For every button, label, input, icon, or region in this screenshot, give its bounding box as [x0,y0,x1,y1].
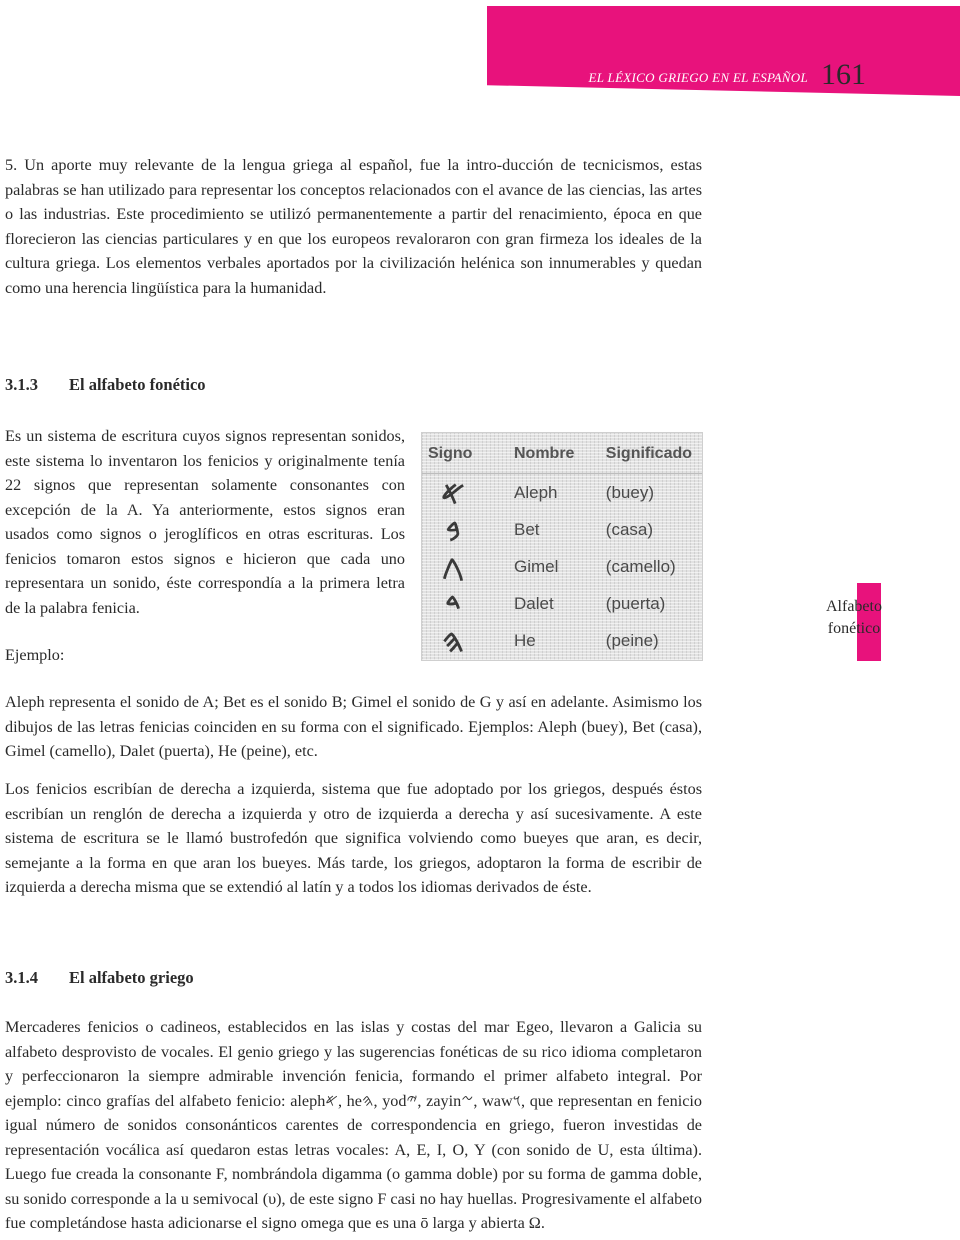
table-row [422,623,702,660]
section-title: El alfabeto fonético [69,375,206,394]
example-label: Ejemplo: [5,646,65,664]
intro-paragraph: 5. Un aporte muy relevante de la lengua griega al español, fue la intro-ducción de tecnicismos, estas palabras se han utilizado para representar los conceptos relacionados con el avance de las ciencias, las artes o las industrias. Este procedimiento se utilizó permanentemente a partir del renacimiento, época en que florecieron las ciencias particulares y en que los europeos revaloraron con gran firmeza los ideales de la cultura griega. Los elementos verbales aportados por la civilización helénica son innumerables y quedan como una herencia lingüística para la humanidad. [5,156,702,297]
page-number: 161 [821,58,866,91]
table-row [422,548,702,585]
phoenician-sign-table [421,432,703,661]
column-header-sign: Signo [422,433,484,474]
sign-meaning: (peine) [605,631,659,651]
margin-note [814,596,894,640]
table-header-row [422,433,702,474]
paragraph-text: , waw [473,1091,513,1110]
he-glyph-icon: 𐤄 [442,623,464,660]
example-paragraph: Aleph representa el sonido de A; Bet es el sonido B; Gimel el sonido de G y así en adelante. Asimismo los dibujos de las letras fenicias coinciden en su forma con el significado. Ejemplos: Aleph (buey), Bet (casa), Gimel (camello), Dalet (puerta), He (peine), etc. [5,693,702,760]
sign-name: Bet [514,519,540,539]
dalet-glyph-icon: 𐤃 [445,586,461,623]
paragraph-text: , que representan en fenicio igual número de sonidos consonánticos carentes de correspondencia en griego, fueron investidas de representación vocálica así quedaron estas letras vocales: A, E, I, O, Y (con sonido de U, esta última). Luego fue creada la consonante F, nombrándola digamma (o gamma doble) por su forma de gamma doble, su sonido corresponde a la u semivocal (υ), de este signo F casi no hay huellas. Progresivamente el alfabeto fue completándose hasta adicionarse el signo omega que es una ō larga y abierta Ω. [5,1091,702,1232]
paragraph-text: , zayin [417,1091,462,1110]
aleph-glyph-icon: 𐤀 [325,1090,338,1111]
margin-note-line: Alfabeto [826,598,882,615]
sign-name: He [514,631,536,651]
section-number: 3.1.3 [5,375,38,394]
column-header-name: Nombre [484,433,584,474]
sign-name: Dalet [514,594,554,614]
he-glyph-icon: 𐤄 [361,1090,374,1111]
bet-glyph-icon: 𐤁 [445,511,461,548]
section-number: 3.1.4 [5,968,38,987]
section-heading-3-1-4 [5,968,194,988]
sign-meaning: (casa) [605,519,654,539]
paragraph-text: Mercaderes fenicios o cadineos, establecidos en las islas y costas del mar Egeo, llevaron a Galicia su alfabeto desprovisto de vocales. El genio griego y las sugerencias fonéticas de su rico idioma completaron y perfeccionaron la siempre admirable invención fenicia, formando el primer alfabeto integral. Por ejemplo: cinco grafías del alfabeto fenicio: aleph [5,1018,702,1110]
section-title: El alfabeto griego [69,968,194,987]
paragraph-text: , yod [373,1091,407,1110]
section-heading-3-1-3 [5,375,206,395]
table-row [422,586,702,623]
table-row [422,474,702,512]
aleph-glyph-icon: 𐤀 [441,474,465,511]
gimel-glyph-icon: 𐤂 [441,548,465,585]
column-header-meaning: Significado [584,433,702,474]
sign-name: Aleph [514,482,558,502]
zayin-glyph-icon: 𐤆 [461,1090,474,1111]
phonetic-alphabet-paragraph: Es un sistema de escritura cuyos signos representan sonidos, este sistema lo inventaron los fenicios y originalmente tenía 22 signos que representan solamente consonantes con excepción de la A. Ya anteriormente, estos signos eran usados como signos o jeroglíficos en otras escrituras. Los fenicios tomaron estos signos e hicieron que cada uno representara un sonido, éste correspondía a la primera letra de la palabra fenicia. [5,427,405,617]
sign-meaning: (puerta) [605,594,666,614]
running-header-title: EL LÉXICO GRIEGO EN EL ESPAÑOL [588,70,808,85]
table-row [422,511,702,548]
sign-meaning: (camello) [605,556,676,576]
yod-glyph-icon: 𐤉 [406,1090,418,1111]
waw-glyph-icon: 𐤅 [512,1090,521,1111]
paragraph-text: , he [337,1091,362,1110]
writing-direction-paragraph: Los fenicios escribían de derecha a izquierda, sistema que fue adoptado por los griegos, después éstos escribían un renglón de derecha a izquierda y otro de izquierda a derecha y así sucesivamente. A este sistema de escritura se le llamó bustrofedón que significa volviendo como bueyes que aran, es decir, semejante a la forma en que aran los bueyes. Más tarde, los griegos, adoptaron la forma de escribir de izquierda a derecha misma que se extendió al latín y a todos los idiomas derivados de éste. [5,780,702,896]
margin-note-line: fonético [827,620,881,637]
sign-meaning: (buey) [605,482,654,502]
sign-name: Gimel [514,556,559,576]
greek-alphabet-paragraph [5,1015,702,1236]
